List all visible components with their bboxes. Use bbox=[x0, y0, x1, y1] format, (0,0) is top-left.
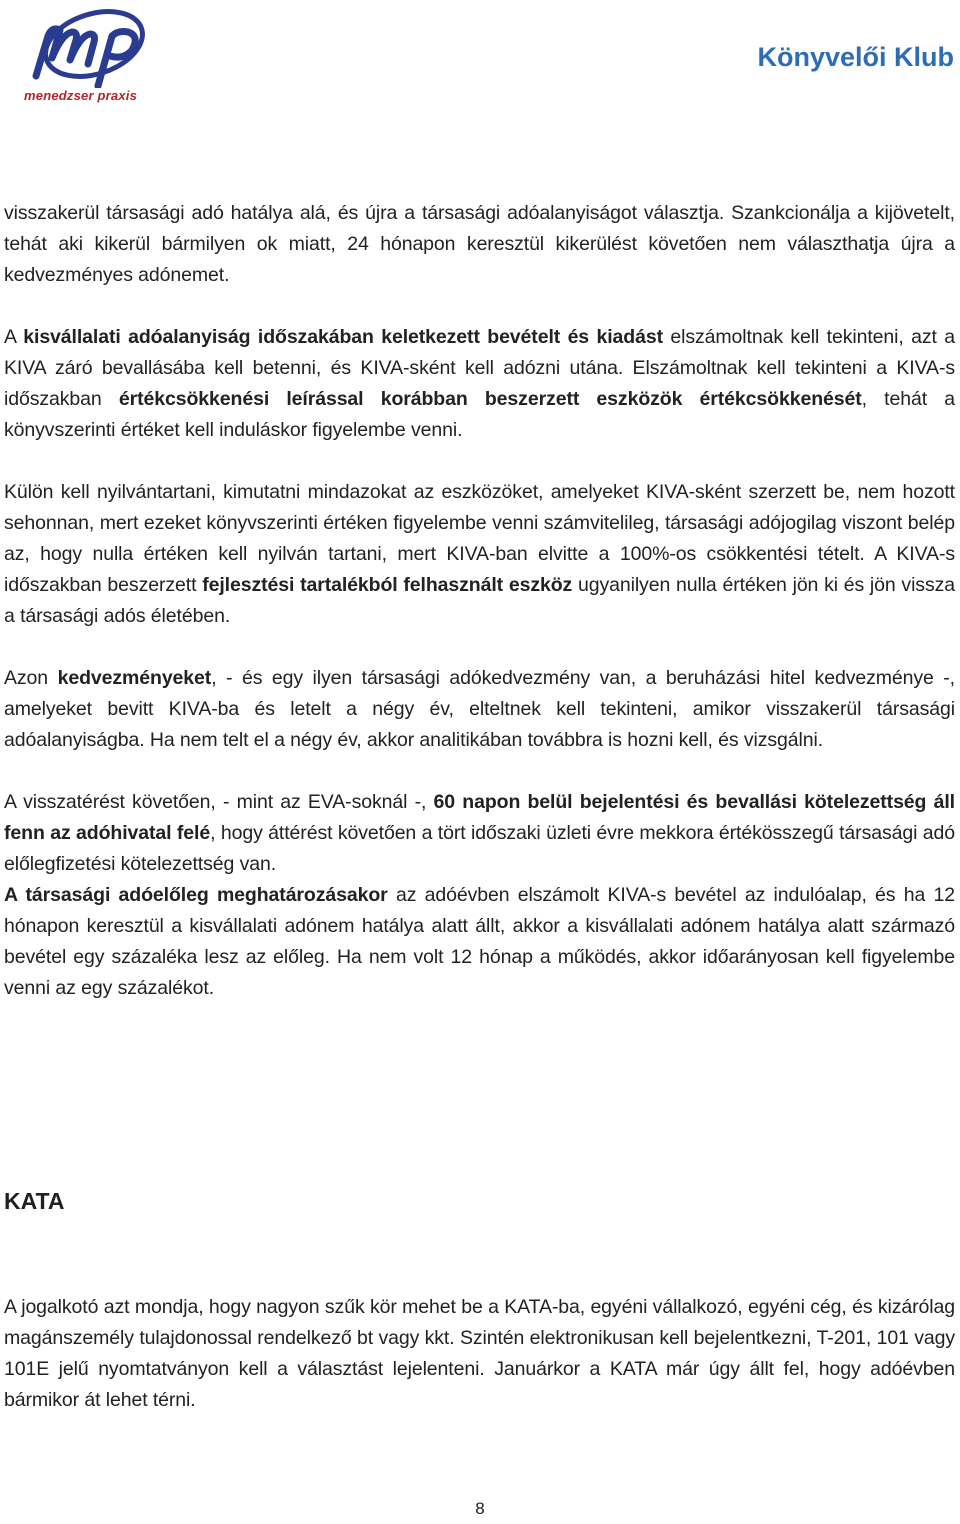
document-body bbox=[4, 198, 955, 1004]
bold-span: kisvállalati adóalanyiság időszakában keletkezett bevételt és kiadást bbox=[23, 326, 663, 348]
paragraph-2 bbox=[4, 322, 955, 446]
text-span: az adóévben elszámolt KIVA-s bevétel az indulóalap, és ha 12 hónapon keresztül a kisvállalati adónem hatálya alatt állt, akkor a kisvállalati adónem hatálya alatt származó bevétel egy százaléka lesz az előleg. Ha nem volt 12 hónap a működés, akkor időarányosan kell figyelembe venni az egy százalékot. bbox=[4, 884, 955, 999]
text-span: Külön kell nyilvántartani, kimutatni mindazokat az eszközöket, amelyeket KIVA-sként szerzett be, nem hozott sehonnan, mert ezeket könyvszerinti értéken figyelembe venni számvitelileg, társasági adójogilag viszont belép az, hogy nulla értéken kell nyilván tartani, mert KIVA-ban elvitte a 100%-os csökkentési tételt. A KIVA-s időszakban beszerzett bbox=[4, 481, 955, 596]
bold-span: A társasági adóelőleg meghatározásakor bbox=[4, 884, 388, 906]
menedzser-praxis-logo bbox=[22, 6, 152, 106]
text-span: , hogy áttérést követően a tört időszaki üzleti évre mekkora értékösszegű társasági adó előlegfizetési kötelezettség van. bbox=[4, 822, 955, 875]
text-span: Azon bbox=[4, 667, 58, 689]
text-span: elszámoltnak kell tekinteni, azt a KIVA záró bevallásába kell betenni, és KIVA-sként kell adózni utána. Elszámoltnak kell tekinteni a KIVA-s időszakban bbox=[4, 326, 955, 410]
paragraph-6 bbox=[4, 880, 955, 1004]
paragraph-3 bbox=[4, 477, 955, 632]
section-heading-kata: KATA bbox=[4, 1188, 65, 1214]
bold-span: 60 napon belül bejelentési és bevallási kötelezettség áll fenn az adóhivatal felé bbox=[4, 791, 955, 844]
mp-logo-mark-icon bbox=[22, 6, 152, 88]
text-span: , - és egy ilyen társasági adókedvezmény van, a beruházási hitel kedvezménye -, amelyeket bevitt KIVA-ba és letelt a négy év, elteltnek kell tekinteni, amikor visszakerül társasági adóalanyiságba. Ha nem telt el a négy év, akkor analitikában továbbra is hozni kell, és vizsgálni. bbox=[4, 667, 955, 751]
bold-span: fejlesztési tartalékból felhasznált eszköz bbox=[202, 574, 573, 596]
bold-span: kedvezményeket bbox=[57, 667, 212, 689]
bold-span: értékcsökkenési leírással korábban beszerzett eszközök értékcsökkenését bbox=[118, 388, 862, 410]
club-title: Könyvelői Klub bbox=[757, 42, 954, 72]
page-number: 8 bbox=[475, 1499, 485, 1518]
paragraph-1: visszakerül társasági adó hatálya alá, és újra a társasági adóalanyiságot választja. Szankcionálja a kijövetelt, tehát aki kikerül bármilyen ok miatt, 24 hónapon keresztül kikerülést követően nem választhatja újra a kedvezményes adónemet. bbox=[4, 202, 955, 286]
text-span: ugyanilyen nulla értéken jön ki és jön vissza a társasági adós életében. bbox=[4, 574, 956, 627]
paragraph-5 bbox=[4, 787, 955, 880]
paragraph-4 bbox=[4, 663, 955, 756]
text-span: A bbox=[4, 326, 24, 348]
logo-caption: menedzser praxis bbox=[24, 88, 138, 103]
text-span: , tehát a könyvszerinti értéket kell induláskor figyelembe venni. bbox=[4, 388, 955, 441]
kata-paragraph: A jogalkotó azt mondja, hogy nagyon szűk kör mehet be a KATA-ba, egyéni vállalkozó, egyéni cég, és kizárólag magánszemély tulajdonossal rendelkező bt vagy kkt. Szintén elektronikusan kell bejelentkezni, T-201, 101 vagy 101E jelű nyomtatványon kell a választást lejelenteni. Januárkor a KATA már úgy állt fel, hogy adóévben bármikor át lehet térni. bbox=[4, 1296, 955, 1411]
text-span: A visszatérést követően, - mint az EVA-soknál -, bbox=[4, 791, 434, 813]
page-header bbox=[0, 0, 960, 115]
